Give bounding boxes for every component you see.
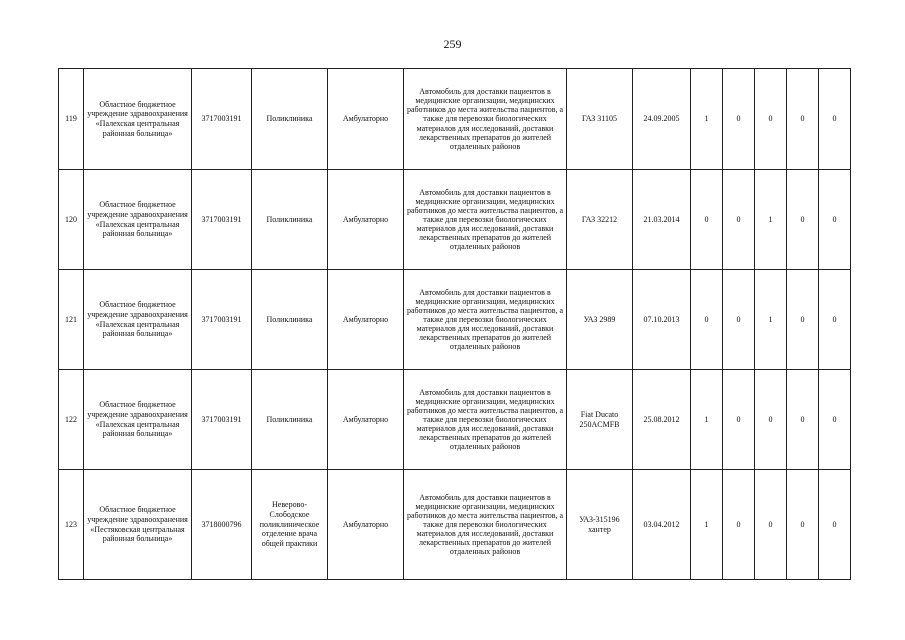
inn-cell: 3718000796 <box>192 470 252 580</box>
vehicle-purpose-cell: Автомобиль для доставки пациентов в медицинские организации, медицинских работников до места жительства пациентов, а также для перевозки биологических материалов для исследований, доставки лекарственных препаратов до жителей отдаленных районов <box>404 170 567 270</box>
care-type-cell: Амбулаторно <box>328 69 404 170</box>
unit-cell: Поликлиника <box>252 170 328 270</box>
count-cell: 1 <box>691 69 723 170</box>
count-cell: 0 <box>691 170 723 270</box>
count-cell: 0 <box>787 470 819 580</box>
row-number-cell: 123 <box>59 470 84 580</box>
row-number-cell: 119 <box>59 69 84 170</box>
count-cell: 0 <box>819 69 851 170</box>
row-number-cell: 122 <box>59 370 84 470</box>
vehicle-model-cell: УАЗ-315196 хантер <box>567 470 633 580</box>
count-cell: 0 <box>723 370 755 470</box>
date-cell: 03.04.2012 <box>633 470 691 580</box>
count-cell: 0 <box>787 370 819 470</box>
count-cell: 0 <box>723 170 755 270</box>
unit-cell: Поликлиника <box>252 270 328 370</box>
table-row <box>59 170 851 270</box>
count-cell: 0 <box>819 170 851 270</box>
count-cell: 0 <box>787 270 819 370</box>
date-cell: 07.10.2013 <box>633 270 691 370</box>
care-type-cell: Амбулаторно <box>328 370 404 470</box>
organization-cell: Областное бюджетное учреждение здравоохранения «Палехская центральная районная больница» <box>84 270 192 370</box>
care-type-cell: Амбулаторно <box>328 270 404 370</box>
vehicle-purpose-cell: Автомобиль для доставки пациентов в медицинские организации, медицинских работников до места жительства пациентов, а также для перевозки биологических материалов для исследований, доставки лекарственных препаратов до жителей отдаленных районов <box>404 470 567 580</box>
table-row <box>59 69 851 170</box>
table-row <box>59 370 851 470</box>
count-cell: 0 <box>819 370 851 470</box>
row-number-cell: 121 <box>59 270 84 370</box>
count-cell: 0 <box>755 470 787 580</box>
vehicle-purpose-cell: Автомобиль для доставки пациентов в медицинские организации, медицинских работников до места жительства пациентов, а также для перевозки биологических материалов для исследований, доставки лекарственных препаратов до жителей отдаленных районов <box>404 370 567 470</box>
unit-cell: Неверово-Слободское поликлиническое отделение врача общей практики <box>252 470 328 580</box>
inn-cell: 3717003191 <box>192 69 252 170</box>
vehicle-model-cell: ГАЗ 31105 <box>567 69 633 170</box>
inn-cell: 3717003191 <box>192 170 252 270</box>
organization-cell: Областное бюджетное учреждение здравоохранения «Пестяковская центральная районная больница» <box>84 470 192 580</box>
count-cell: 0 <box>723 69 755 170</box>
inn-cell: 3717003191 <box>192 270 252 370</box>
count-cell: 0 <box>787 69 819 170</box>
count-cell: 0 <box>755 370 787 470</box>
vehicle-purpose-cell: Автомобиль для доставки пациентов в медицинские организации, медицинских работников до места жительства пациентов, а также для перевозки биологических материалов для исследований, доставки лекарственных препаратов до жителей отдаленных районов <box>404 69 567 170</box>
date-cell: 25.08.2012 <box>633 370 691 470</box>
count-cell: 0 <box>691 270 723 370</box>
organization-cell: Областное бюджетное учреждение здравоохранения «Палехская центральная районная больница» <box>84 370 192 470</box>
count-cell: 1 <box>755 270 787 370</box>
vehicle-model-cell: УАЗ 2989 <box>567 270 633 370</box>
vehicle-model-cell: Fiat Ducato 250ACMFB <box>567 370 633 470</box>
inn-cell: 3717003191 <box>192 370 252 470</box>
count-cell: 0 <box>819 470 851 580</box>
count-cell: 0 <box>819 270 851 370</box>
table-row <box>59 470 851 580</box>
row-number-cell: 120 <box>59 170 84 270</box>
count-cell: 1 <box>691 470 723 580</box>
count-cell: 1 <box>755 170 787 270</box>
vehicle-registry-table <box>58 68 851 580</box>
table-row <box>59 270 851 370</box>
organization-cell: Областное бюджетное учреждение здравоохранения «Палехская центральная районная больница» <box>84 69 192 170</box>
vehicle-model-cell: ГАЗ 32212 <box>567 170 633 270</box>
vehicle-purpose-cell: Автомобиль для доставки пациентов в медицинские организации, медицинских работников до места жительства пациентов, а также для перевозки биологических материалов для исследований, доставки лекарственных препаратов до жителей отдаленных районов <box>404 270 567 370</box>
page-number: 259 <box>443 37 462 51</box>
date-cell: 24.09.2005 <box>633 69 691 170</box>
count-cell: 0 <box>723 270 755 370</box>
organization-cell: Областное бюджетное учреждение здравоохранения «Палехская центральная районная больница» <box>84 170 192 270</box>
date-cell: 21.03.2014 <box>633 170 691 270</box>
count-cell: 0 <box>723 470 755 580</box>
unit-cell: Поликлиника <box>252 370 328 470</box>
care-type-cell: Амбулаторно <box>328 470 404 580</box>
count-cell: 0 <box>787 170 819 270</box>
count-cell: 1 <box>691 370 723 470</box>
unit-cell: Поликлиника <box>252 69 328 170</box>
count-cell: 0 <box>755 69 787 170</box>
care-type-cell: Амбулаторно <box>328 170 404 270</box>
